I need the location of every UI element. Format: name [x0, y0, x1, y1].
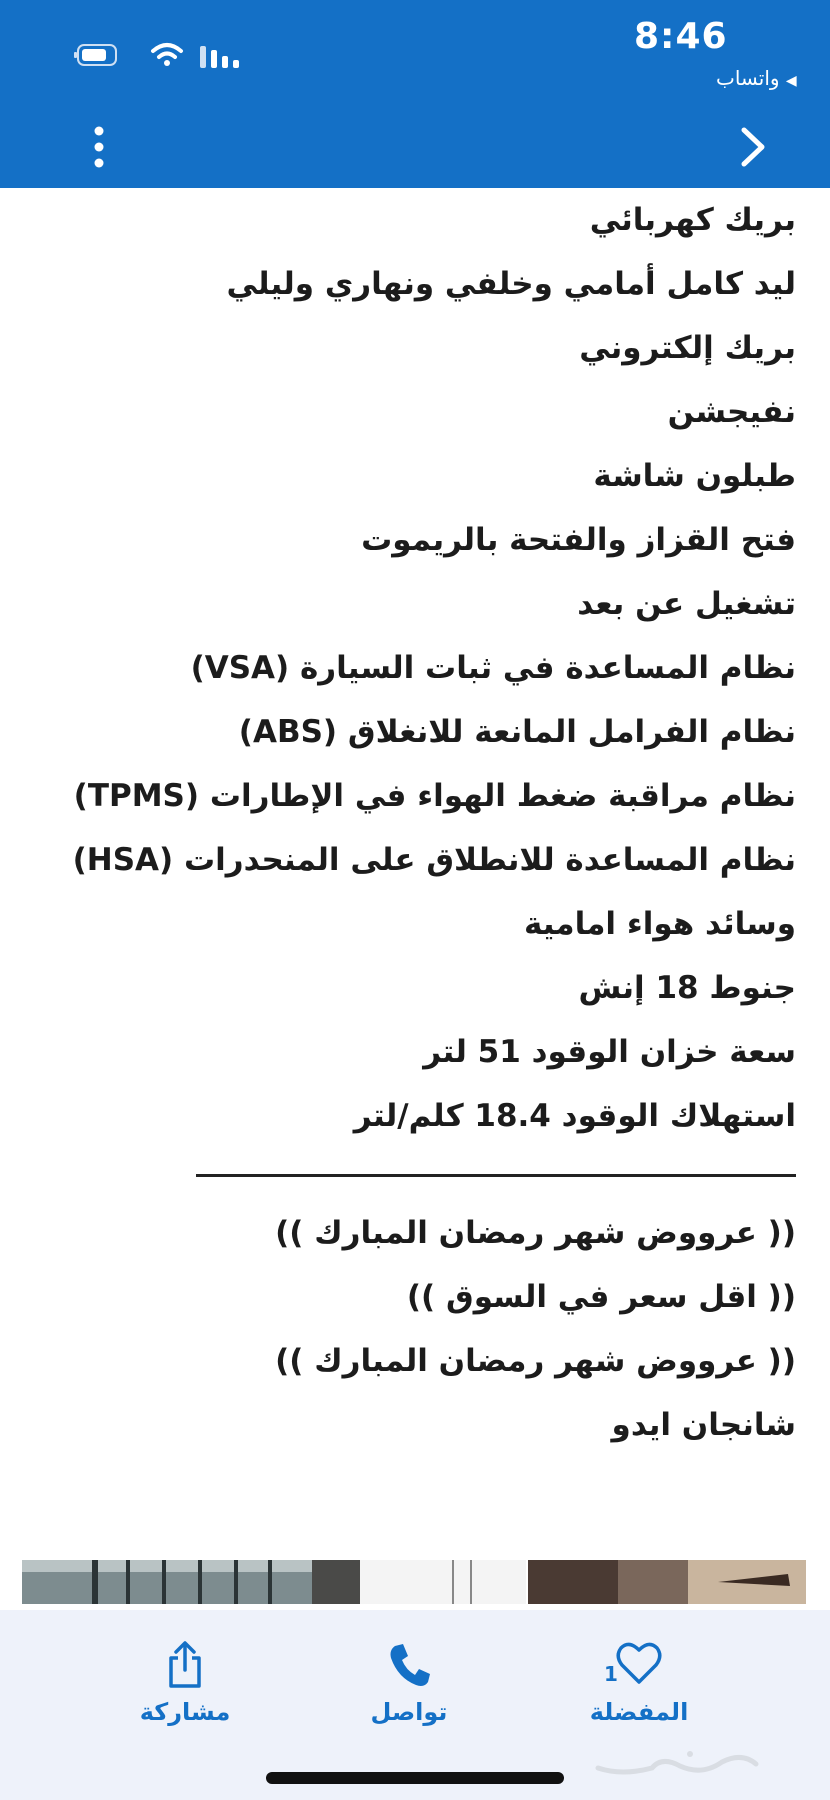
offer-line: (( عرووض شهر رمضان المبارك )) [275, 1343, 796, 1379]
spec-line: نظام الفرامل المانعة للانغلاق (ABS) [238, 714, 796, 750]
photo-interior-graphic [528, 1560, 806, 1604]
separator-line [196, 1174, 796, 1177]
battery-icon [74, 44, 118, 66]
favorite-button[interactable] [564, 1638, 714, 1726]
spec-line: نظام مراقبة ضغط الهواء في الإطارات (TPMS) [73, 778, 796, 814]
back-app-label: واتساب [716, 66, 780, 90]
spec-line: نظام المساعدة للانطلاق على المنحدرات (HSA) [72, 842, 796, 878]
share-icon [165, 1638, 205, 1690]
wifi-icon [150, 42, 184, 68]
contact-button[interactable] [334, 1638, 484, 1726]
chevron-right-icon[interactable] [732, 124, 772, 170]
spec-line: فتح القزاز والفتحة بالريموت [361, 522, 796, 558]
back-to-app-link[interactable] [716, 66, 797, 90]
spec-line: طبلون شاشة [593, 458, 796, 494]
favorite-label: المفضلة [589, 1698, 689, 1726]
photo-showroom-graphic [22, 1560, 360, 1604]
ad-photo-thumbnail[interactable] [360, 1560, 526, 1604]
spec-line: سعة خزان الوقود 51 لتر [423, 1034, 796, 1070]
favorite-count: 1 [604, 1662, 618, 1686]
spec-line: تشغيل عن بعد [577, 586, 796, 622]
offer-line: (( عرووض شهر رمضان المبارك )) [275, 1215, 796, 1251]
haraj-watermark-logo [592, 1746, 762, 1778]
heart-icon [615, 1638, 663, 1690]
spec-line: جنوط 18 إنش [578, 970, 796, 1006]
spec-line: استهلاك الوقود 18.4 كلم/لتر [353, 1098, 796, 1134]
spec-line: وسائد هواء امامية [523, 906, 796, 942]
more-vertical-icon[interactable] [82, 124, 116, 170]
status-time: 8:46 [634, 16, 728, 57]
spec-line: بريك إلكتروني [579, 330, 796, 366]
phone-icon [386, 1638, 432, 1690]
ad-photo-thumbnail[interactable] [22, 1560, 360, 1604]
ad-description [30, 188, 796, 1457]
top-header [0, 0, 830, 188]
ad-photo-thumbnail[interactable] [528, 1560, 806, 1604]
share-button[interactable] [110, 1638, 260, 1726]
contact-label: تواصل [370, 1698, 448, 1726]
brand-model-line: شانجان ايدو [611, 1407, 796, 1443]
cellular-signal-icon [198, 42, 242, 68]
spec-line: بريك كهربائي [589, 202, 796, 238]
photo-wall-graphic [360, 1560, 526, 1604]
spec-line: نفيجشن [667, 394, 796, 430]
home-indicator [266, 1772, 564, 1784]
back-app-arrow-icon: ◀ [785, 73, 797, 89]
share-label: مشاركة [139, 1698, 231, 1726]
spec-line: ليد كامل أمامي وخلفي ونهاري وليلي [226, 266, 796, 302]
spec-line: نظام المساعدة في ثبات السيارة (VSA) [190, 650, 796, 686]
offer-line: (( اقل سعر في السوق )) [406, 1279, 796, 1315]
